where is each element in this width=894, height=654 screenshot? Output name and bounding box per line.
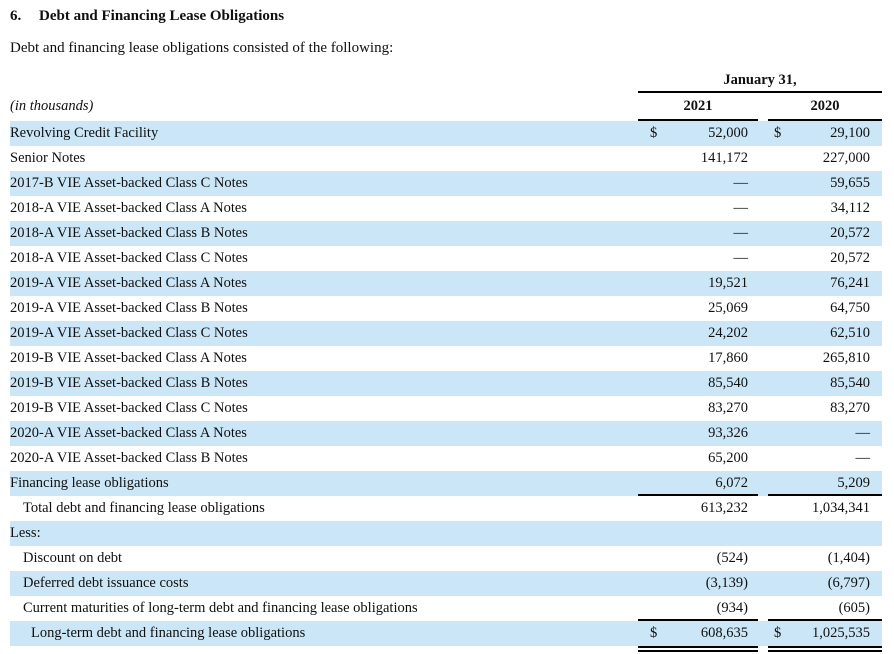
table-row bbox=[10, 596, 882, 621]
amount: 1,025,535 bbox=[812, 625, 870, 641]
value-2021 bbox=[638, 271, 758, 296]
value-2021 bbox=[638, 521, 758, 546]
section-heading bbox=[10, 7, 882, 25]
table-row bbox=[10, 521, 882, 546]
row-label: Long-term debt and financing lease obligations bbox=[31, 625, 306, 641]
amount: (934) bbox=[716, 600, 748, 616]
table-row bbox=[10, 496, 882, 521]
column-gap bbox=[758, 471, 768, 496]
column-gap bbox=[758, 321, 768, 346]
column-gap bbox=[758, 521, 768, 546]
section-title: Debt and Financing Lease Obligations bbox=[39, 8, 285, 24]
value-2020 bbox=[768, 396, 882, 421]
row-label: 2020-A VIE Asset-backed Class B Notes bbox=[10, 450, 248, 466]
value-2020 bbox=[768, 371, 882, 396]
value-2021 bbox=[638, 496, 758, 521]
value-2020 bbox=[768, 246, 882, 271]
value-2021 bbox=[638, 221, 758, 246]
row-label: 2019-A VIE Asset-backed Class A Notes bbox=[10, 275, 247, 291]
value-2021 bbox=[638, 321, 758, 346]
row-label: Current maturities of long-term debt and financing lease obligations bbox=[23, 600, 418, 616]
value-2021 bbox=[638, 246, 758, 271]
currency-symbol: $ bbox=[774, 625, 782, 641]
currency-symbol: $ bbox=[650, 625, 658, 641]
value-2020 bbox=[768, 146, 882, 171]
column-gap bbox=[758, 271, 768, 296]
amount: 20,572 bbox=[830, 250, 870, 266]
table-header-date-row bbox=[10, 69, 882, 93]
value-2021 bbox=[638, 396, 758, 421]
column-gap bbox=[758, 621, 768, 646]
amount: (1,404) bbox=[827, 550, 870, 566]
amount: 227,000 bbox=[822, 150, 870, 166]
value-2021 bbox=[638, 571, 758, 596]
amount: 64,750 bbox=[830, 300, 870, 316]
double-underline-2021 bbox=[638, 646, 758, 652]
row-label: Senior Notes bbox=[10, 150, 86, 166]
value-2020 bbox=[768, 271, 882, 296]
amount: — bbox=[733, 225, 748, 241]
row-label: Total debt and financing lease obligations bbox=[23, 500, 265, 516]
amount: 25,069 bbox=[708, 300, 748, 316]
table-row bbox=[10, 471, 882, 496]
value-2020 bbox=[768, 546, 882, 571]
amount: — bbox=[733, 200, 748, 216]
amount: 34,112 bbox=[830, 200, 870, 216]
row-label: Deferred debt issuance costs bbox=[23, 575, 189, 591]
amount: 608,635 bbox=[700, 625, 748, 641]
value-2020 bbox=[768, 321, 882, 346]
value-2020 bbox=[768, 571, 882, 596]
table-row bbox=[10, 146, 882, 171]
value-2020 bbox=[768, 496, 882, 521]
value-2021 bbox=[638, 196, 758, 221]
amount: 20,572 bbox=[830, 225, 870, 241]
table-row bbox=[10, 271, 882, 296]
value-2020 bbox=[768, 121, 882, 146]
amount: 85,540 bbox=[830, 375, 870, 391]
amount: — bbox=[733, 175, 748, 191]
table-row bbox=[10, 546, 882, 571]
amount: (524) bbox=[716, 550, 748, 566]
amount: 6,072 bbox=[715, 475, 748, 491]
amount: 62,510 bbox=[830, 325, 870, 341]
column-gap bbox=[758, 371, 768, 396]
column-header-2021: 2021 bbox=[638, 93, 758, 121]
value-2021 bbox=[638, 346, 758, 371]
row-label: 2018-A VIE Asset-backed Class A Notes bbox=[10, 200, 247, 216]
value-2020 bbox=[768, 196, 882, 221]
double-underline-2020 bbox=[768, 646, 882, 652]
amount: (3,139) bbox=[705, 575, 748, 591]
row-label: 2019-A VIE Asset-backed Class C Notes bbox=[10, 325, 248, 341]
row-label: Less: bbox=[10, 525, 41, 541]
value-2020 bbox=[768, 596, 882, 621]
amount: 265,810 bbox=[822, 350, 870, 366]
amount: 17,860 bbox=[708, 350, 748, 366]
amount: (605) bbox=[838, 600, 870, 616]
row-label: 2018-A VIE Asset-backed Class C Notes bbox=[10, 250, 248, 266]
amount: — bbox=[855, 425, 870, 441]
amount: 1,034,341 bbox=[812, 500, 870, 516]
value-2021 bbox=[638, 371, 758, 396]
row-label: 2019-A VIE Asset-backed Class B Notes bbox=[10, 300, 248, 316]
column-gap bbox=[758, 546, 768, 571]
row-label: 2019-B VIE Asset-backed Class B Notes bbox=[10, 375, 248, 391]
row-label: Revolving Credit Facility bbox=[10, 125, 159, 141]
table-row bbox=[10, 221, 882, 246]
table-row bbox=[10, 621, 882, 646]
row-label: Discount on debt bbox=[23, 550, 123, 566]
amount: 83,270 bbox=[708, 400, 748, 416]
table-row bbox=[10, 421, 882, 446]
currency-symbol: $ bbox=[650, 125, 658, 141]
row-label: 2019-B VIE Asset-backed Class A Notes bbox=[10, 350, 247, 366]
column-gap bbox=[758, 246, 768, 271]
row-label: Financing lease obligations bbox=[10, 475, 169, 491]
value-2020 bbox=[768, 171, 882, 196]
table-row bbox=[10, 171, 882, 196]
column-gap bbox=[758, 296, 768, 321]
column-gap bbox=[758, 196, 768, 221]
value-2020 bbox=[768, 521, 882, 546]
section-number: 6. bbox=[10, 8, 22, 24]
amount: (6,797) bbox=[827, 575, 870, 591]
amount: 613,232 bbox=[700, 500, 748, 516]
table-row bbox=[10, 296, 882, 321]
value-2021 bbox=[638, 471, 758, 496]
value-2020 bbox=[768, 446, 882, 471]
amount: 29,100 bbox=[830, 125, 870, 141]
value-2020 bbox=[768, 296, 882, 321]
value-2021 bbox=[638, 446, 758, 471]
amount: 65,200 bbox=[708, 450, 748, 466]
column-gap bbox=[758, 421, 768, 446]
debt-table bbox=[10, 69, 882, 654]
currency-symbol: $ bbox=[774, 125, 782, 141]
value-2021 bbox=[638, 171, 758, 196]
value-2021 bbox=[638, 421, 758, 446]
row-label: 2018-A VIE Asset-backed Class B Notes bbox=[10, 225, 248, 241]
column-gap bbox=[758, 146, 768, 171]
value-2021 bbox=[638, 296, 758, 321]
column-gap bbox=[758, 596, 768, 621]
table-row bbox=[10, 446, 882, 471]
value-2021 bbox=[638, 121, 758, 146]
amount: 5,209 bbox=[837, 475, 870, 491]
amount: 141,172 bbox=[700, 150, 748, 166]
value-2020 bbox=[768, 346, 882, 371]
table-row bbox=[10, 371, 882, 396]
table-row bbox=[10, 571, 882, 596]
date-header: January 31, bbox=[638, 69, 882, 93]
amount: — bbox=[733, 250, 748, 266]
amount: — bbox=[855, 450, 870, 466]
header-empty-cell bbox=[10, 69, 638, 93]
column-gap bbox=[758, 396, 768, 421]
value-2020 bbox=[768, 471, 882, 496]
table-row bbox=[10, 321, 882, 346]
value-2020 bbox=[768, 621, 882, 646]
table-row bbox=[10, 246, 882, 271]
value-2021 bbox=[638, 546, 758, 571]
column-gap bbox=[758, 446, 768, 471]
table-row bbox=[10, 121, 882, 146]
column-gap bbox=[758, 221, 768, 246]
value-2021 bbox=[638, 596, 758, 621]
table-body bbox=[10, 121, 882, 654]
amount: 59,655 bbox=[830, 175, 870, 191]
column-gap bbox=[758, 93, 768, 121]
column-gap bbox=[758, 346, 768, 371]
table-row bbox=[10, 346, 882, 371]
column-gap bbox=[758, 171, 768, 196]
row-label: 2020-A VIE Asset-backed Class A Notes bbox=[10, 425, 247, 441]
column-header-2020: 2020 bbox=[768, 93, 882, 121]
row-label: 2017-B VIE Asset-backed Class C Notes bbox=[10, 175, 248, 191]
intro-text: Debt and financing lease obligations consisted of the following: bbox=[10, 40, 394, 56]
amount: 19,521 bbox=[708, 275, 748, 291]
unit-label: (in thousands) bbox=[10, 98, 94, 114]
column-gap bbox=[758, 496, 768, 521]
amount: 93,326 bbox=[708, 425, 748, 441]
table-row bbox=[10, 196, 882, 221]
value-2020 bbox=[768, 221, 882, 246]
amount: 83,270 bbox=[830, 400, 870, 416]
amount: 76,241 bbox=[830, 275, 870, 291]
amount: 85,540 bbox=[708, 375, 748, 391]
amount: 24,202 bbox=[708, 325, 748, 341]
value-2021 bbox=[638, 621, 758, 646]
column-gap bbox=[758, 121, 768, 146]
column-gap bbox=[758, 571, 768, 596]
row-label: 2019-B VIE Asset-backed Class C Notes bbox=[10, 400, 248, 416]
value-2020 bbox=[768, 421, 882, 446]
table-header-year-row bbox=[10, 93, 882, 121]
amount: 52,000 bbox=[708, 125, 748, 141]
table-row bbox=[10, 396, 882, 421]
value-2021 bbox=[638, 146, 758, 171]
